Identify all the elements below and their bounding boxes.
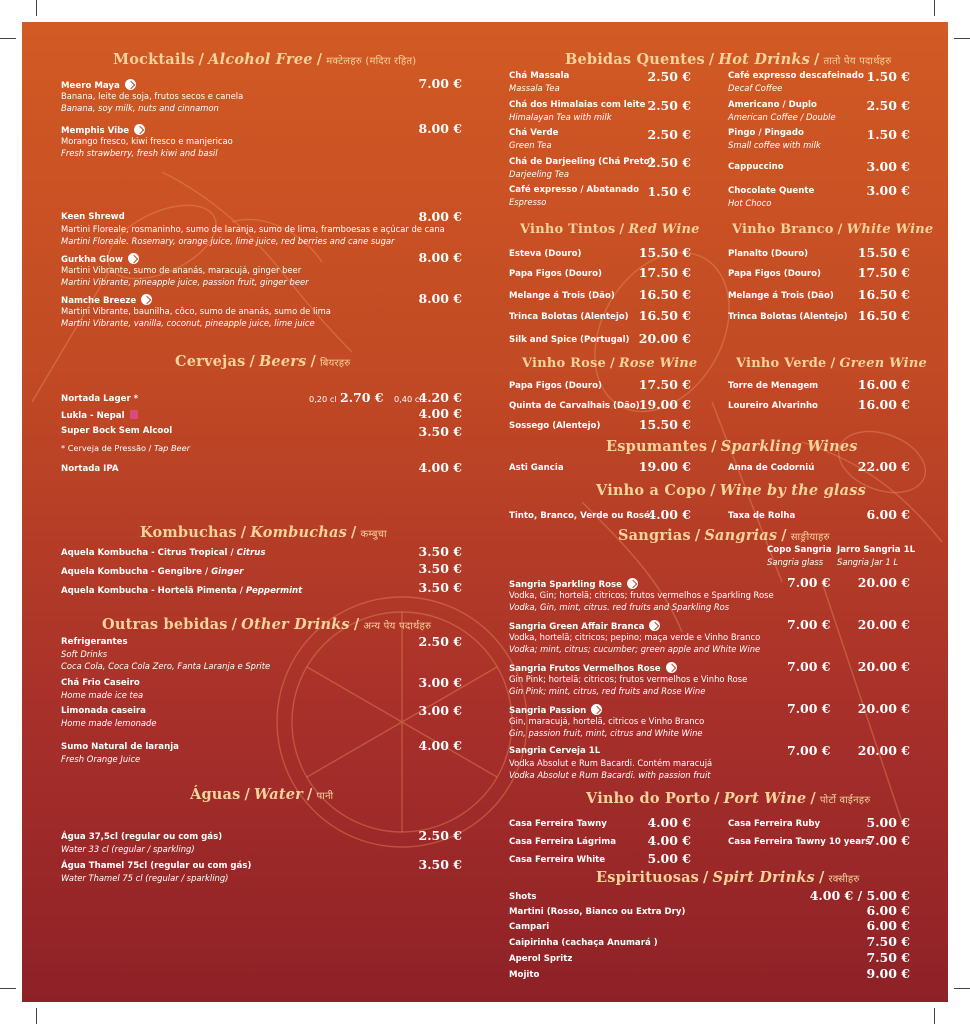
sangria-col-jar-en: Sangria Jar 1 L <box>837 557 899 567</box>
menu-item-price: 2.50 € <box>418 634 462 649</box>
menu-item-price: 7.50 € <box>866 950 910 965</box>
sangria-jar-price: 20.00 € <box>857 701 910 716</box>
sangria-glass-price: 7.00 € <box>787 575 831 590</box>
menu-item-price: 2.50 € <box>418 828 462 843</box>
menu-item-price: 4.00 € <box>418 738 462 753</box>
rose-wine-title: Vinho Rose <box>522 356 606 371</box>
sparkling-title-en: Sparkling Wines <box>720 438 858 455</box>
hot-drinks-title: Bebidas Quentes <box>565 51 705 68</box>
wine-glass-title-en: Wine by the glass <box>719 482 866 499</box>
menu-item-price: 5.00 € <box>866 815 910 830</box>
kombuchas-header: Kombuchas / Kombuchas / कम्बुचा <box>140 524 387 541</box>
crop-mark <box>0 38 16 39</box>
green-wine-header: Vinho Verde / Green Wine <box>736 356 927 371</box>
menu-item-desc-en: Water Thamel 75 cl (regular / sparkling) <box>61 873 229 883</box>
menu-item-price: 8.00 € <box>418 291 462 306</box>
sangria-jar-price: 20.00 € <box>857 659 910 674</box>
menu-item-name: Papa Figos (Douro) <box>509 381 602 391</box>
menu-item-desc-en: Martini Vibrante, pineapple juice, passion fruit, ginger beer <box>61 277 309 287</box>
vegan-leaf-icon <box>128 253 139 264</box>
vegan-leaf-icon <box>591 704 602 715</box>
white-wine-title-en: White Wine <box>846 222 934 237</box>
other-drinks-title-en: Other Drinks <box>241 616 350 633</box>
menu-item-name: Aperol Spritz <box>509 954 573 964</box>
beer-footnote: * Cerveja de Pressão / Tap Beer <box>61 443 190 453</box>
menu-item-name: Casa Ferreira Tawny <box>509 819 607 829</box>
menu-item-name: Planalto (Douro) <box>728 249 809 259</box>
beers-title-en: Beers <box>258 353 307 370</box>
green-wine-title: Vinho Verde <box>736 356 827 371</box>
menu-item-name: Americano / Duplo <box>728 100 817 110</box>
menu-item-name: Sossego (Alentejo) <box>509 421 601 431</box>
menu-item-desc-en: American Coffee / Double <box>728 112 836 122</box>
menu-item-desc: Gin, maracujá, hortelã, citricos e Vinho Branco <box>509 716 705 726</box>
sangria-glass-price: 7.00 € <box>787 701 831 716</box>
menu-item-name: Sangria Frutos Vermelhos Rose <box>509 662 677 674</box>
menu-item-desc: Vodka Absolut e Rum Bacardi. Contém maracujá <box>509 758 713 768</box>
white-wine-title: Vinho Branco <box>732 222 834 237</box>
sangrias-title: Sangrias <box>618 527 691 544</box>
sangria-jar-price: 20.00 € <box>857 617 910 632</box>
menu-item-name: Sumo Natural de laranja <box>61 742 179 752</box>
menu-item-price: 3.00 € <box>418 703 462 718</box>
menu-item-desc-en: Fresh Orange Juice <box>61 754 141 764</box>
menu-item-price: 6.00 € <box>866 918 910 933</box>
menu-item-desc-en: Martini Floreale. Rosemary, orange juice, lime juice, red berries and cane sugar <box>61 236 395 246</box>
menu-item-name: Chocolate Quente <box>728 186 815 196</box>
menu-item-desc-en: Green Tea <box>509 140 552 150</box>
menu-item-price: 3.00 € <box>418 675 462 690</box>
wine-glass-header: Vinho a Copo / Wine by the glass <box>596 482 866 499</box>
port-wine-title-ne: पोर्टो वाईनहरु <box>819 795 871 806</box>
menu-item-price: 4.00 € <box>647 833 691 848</box>
menu-item-name: Sangria Sparkling Rose <box>509 578 638 590</box>
menu-item-price: 2.50 € <box>647 127 691 142</box>
nepal-flag-icon <box>130 410 138 419</box>
menu-item-price: 16.50 € <box>638 287 691 302</box>
menu-item-name: Café expresso / Abatanado <box>509 185 639 195</box>
spirits-title-en: Spirt Drinks <box>712 869 815 886</box>
menu-item-name: Mojito <box>509 970 540 980</box>
menu-item-name: Lukla - Nepal <box>61 410 138 421</box>
menu-item-name: Aquela Kombucha - Hortelã Pimenta / Peppermint <box>61 586 303 596</box>
hot-drinks-header: Bebidas Quentes / Hot Drinks / तातो पेय पदार्थहरु <box>565 51 892 68</box>
kombuchas-title: Kombuchas <box>140 524 237 541</box>
menu-item-name: Melange á Trois (Dão) <box>728 291 834 301</box>
crop-mark <box>934 0 935 16</box>
menu-item-price: 19.00 € <box>638 459 691 474</box>
menu-item-desc-en: Home made lemonade <box>61 718 157 728</box>
menu-item-price: 3.50 € <box>418 857 462 872</box>
mocktails-title-en: Alcohol Free <box>208 51 313 68</box>
menu-item-desc: Gin Pink; hortelã; citricos; frutos vermelhos e Vinho Rose <box>509 674 748 684</box>
menu-item-desc-en: Massala Tea <box>509 83 560 93</box>
sangria-col-glass: Copo Sangria <box>767 545 832 555</box>
vegan-leaf-icon <box>666 662 677 673</box>
port-wine-title: Vinho do Porto <box>586 790 711 807</box>
menu-item-price: 1.50 € <box>866 69 910 84</box>
menu-item-price: 19.00 € <box>638 397 691 412</box>
menu-item-desc: Banana, leite de soja, frutos secos e canela <box>61 91 244 101</box>
menu-item-name: Chá Frio Caseiro <box>61 678 140 688</box>
menu-item-name: Limonada caseira <box>61 706 146 716</box>
beers-header: Cervejas / Beers / बियरहरु <box>175 353 351 370</box>
menu-item-price: 17.50 € <box>857 265 910 280</box>
menu-item-desc-en: Vodka, Gin, mint, citrus. red fruits and Sparkling Ros <box>509 602 730 612</box>
hot-drinks-title-en: Hot Drinks <box>718 51 810 68</box>
mocktails-title-ne: मक्टेलहरु (मदिरा रहित) <box>326 56 417 67</box>
water-title-ne: पानी <box>316 791 334 802</box>
menu-item-price: 3.00 € <box>866 183 910 198</box>
red-wine-header: Vinho Tintos / Red Wine <box>520 222 700 237</box>
menu-item-name: Martini (Rosso, Bianco ou Extra Dry) <box>509 907 686 917</box>
menu-item-price: 8.00 € <box>418 250 462 265</box>
rose-wine-title-en: Rose Wine <box>618 356 698 371</box>
menu-item-desc-en: Small coffee with milk <box>728 140 821 150</box>
menu-item-price: 3.50 € <box>418 544 462 559</box>
menu-item-desc-en: Vodka; mint, citrus; cucumber; green apple and White Wine <box>509 644 761 654</box>
menu-item-desc: Vodka, hortelã; citricos; pepino; maça verde e Vinho Branco <box>509 632 761 642</box>
menu-item-name: Torre de Menagem <box>728 381 819 391</box>
menu-item-desc-en: Gin, passion fruit, mint, citrus and White Wine <box>509 728 703 738</box>
menu-item-desc-en: Water 33 cl (regular / sparkling) <box>61 844 195 854</box>
beer-size-small: 0,20 cl <box>309 394 337 404</box>
menu-item-name: Casa Ferreira Ruby <box>728 819 821 829</box>
hot-drinks-title-ne: तातो पेय पदार्थहरु <box>823 56 892 67</box>
menu-item-price: 16.50 € <box>857 287 910 302</box>
menu-item-desc-en: Martini Vibrante, vanilla, coconut, pineapple juice, lime juice <box>61 318 315 328</box>
menu-item-price: 17.50 € <box>638 377 691 392</box>
menu-item-desc-en: Soft Drinks <box>61 649 108 659</box>
menu-item-name: Gurkha Glow <box>61 253 139 265</box>
menu-item-name: Café expresso descafeinado <box>728 71 864 81</box>
menu-item-name: Refrigerantes <box>61 637 128 647</box>
kombuchas-title-en: Kombuchas <box>250 524 347 541</box>
menu-item-price: 4.00 € <box>418 460 462 475</box>
menu-item-name: Namche Breeze <box>61 294 152 306</box>
beers-title-ne: बियरहरु <box>319 358 351 369</box>
menu-item-price: 9.00 € <box>866 966 910 981</box>
menu-item-price: 15.50 € <box>638 417 691 432</box>
background-illustration <box>22 22 948 1002</box>
rose-wine-header: Vinho Rose / Rose Wine <box>522 356 698 371</box>
menu-item-name: Chá de Darjeeling (Chá Preto) <box>509 157 654 167</box>
menu-item-desc-en: Home made ice tea <box>61 690 144 700</box>
mocktails-header: Mocktails / Alcohol Free / मक्टेलहरु (मदिरा रहित) <box>113 51 417 68</box>
port-wine-title-en: Port Wine <box>723 790 807 807</box>
mocktails-title: Mocktails <box>113 51 195 68</box>
menu-item-desc: Morango fresco, kiwi fresco e manjericao <box>61 136 233 146</box>
menu-item-name: Sangria Green Affair Branca <box>509 620 660 632</box>
spirits-title: Espirituosas <box>596 869 700 886</box>
menu-item-desc-en: Fresh strawberry, fresh kiwi and basil <box>61 148 218 158</box>
menu-item-desc: Martini Vibrante, sumo de ananás, maracujá, ginger beer <box>61 265 302 275</box>
menu-item-price: 17.50 € <box>638 265 691 280</box>
menu-item-name: Sangria Cerveja 1L <box>509 746 601 756</box>
menu-item-name: Chá Massala <box>509 71 570 81</box>
menu-item-price: 16.00 € <box>857 397 910 412</box>
menu-item-price: 22.00 € <box>857 459 910 474</box>
menu-item-desc: Vodka, Gin; hortelã; citricos; frutos vermelhos e Sparkling Rose <box>509 590 774 600</box>
vegan-leaf-icon <box>649 620 660 631</box>
menu-item-name: Nortada Lager * <box>61 394 139 404</box>
menu-item-desc-en: Coca Cola, Coca Cola Zero, Fanta Laranja e Sprite <box>61 661 271 671</box>
sangria-jar-price: 20.00 € <box>857 575 910 590</box>
sparkling-title: Espumantes <box>606 438 708 455</box>
menu-item-name: Trinca Bolotas (Alentejo) <box>728 312 848 322</box>
sangria-col-glass-en: Sangria glass <box>767 557 824 567</box>
menu-item-desc: Martini Vibrante, baunilha, côco, sumo de ananás, sumo de lima <box>61 306 331 316</box>
menu-item-price: 8.00 € <box>418 121 462 136</box>
sangria-glass-price: 7.00 € <box>787 659 831 674</box>
menu-item-price: 16.50 € <box>857 308 910 323</box>
menu-item-desc-en: Banana, soy milk, nuts and cinnamon <box>61 103 219 113</box>
sangria-col-jar: Jarro Sangria 1L <box>837 545 916 555</box>
menu-item-price: 20.00 € <box>638 331 691 346</box>
water-header: Águas / Water / पानी <box>190 786 334 803</box>
menu-item-desc-en: Darjeeling Tea <box>509 169 569 179</box>
spirits-header: Espirituosas / Spirt Drinks / रक्सीहरु <box>596 869 860 886</box>
red-wine-title-en: Red Wine <box>628 222 700 237</box>
crop-mark <box>954 38 970 39</box>
vegan-leaf-icon <box>134 124 145 135</box>
menu-item-price: 3.50 € <box>418 580 462 595</box>
other-drinks-title-ne: अन्य पेय पदार्थहरु <box>363 621 432 632</box>
menu-item-name: Shots <box>509 892 537 902</box>
water-title-en: Water <box>254 786 303 803</box>
menu-item-name: Chá Verde <box>509 128 559 138</box>
spirits-title-ne: रक्सीहरु <box>828 874 860 885</box>
menu-item-price: 15.50 € <box>638 245 691 260</box>
menu-item-name: Sangria Passion <box>509 704 602 716</box>
menu-item-name: Chá dos Himalaias com leite <box>509 100 646 110</box>
beer-size-large: 0,40 cl <box>394 394 422 404</box>
menu-item-name: Super Bock Sem Alcool <box>61 426 173 436</box>
menu-item-price: 8.00 € <box>418 209 462 224</box>
menu-item-price: 1.50 € <box>647 184 691 199</box>
menu-item-name: Tinto, Branco, Verde ou Rosé <box>509 511 650 521</box>
menu-item-name: Melange á Trois (Dão) <box>509 291 615 301</box>
menu-item-name: Asti Gancia <box>509 463 564 473</box>
menu-item-price: 6.00 € <box>866 903 910 918</box>
menu-item-name: Memphis Vibe <box>61 124 145 136</box>
menu-item-price: 3.50 € <box>418 561 462 576</box>
menu-item-desc-en: Hot Choco <box>728 198 772 208</box>
menu-item-name: Quinta de Carvalhais (Dão) <box>509 401 640 411</box>
menu-item-name: Papa Figos (Douro) <box>509 269 602 279</box>
crop-mark <box>36 1008 37 1024</box>
crop-mark <box>36 0 37 16</box>
menu-item-name: Campari <box>509 922 550 932</box>
vegan-leaf-icon <box>627 578 638 589</box>
crop-mark <box>954 988 970 989</box>
menu-item-name: Aquela Kombucha - Citrus Tropical / Citrus <box>61 548 266 558</box>
sangria-jar-price: 20.00 € <box>857 743 910 758</box>
menu-item-name: Papa Figos (Douro) <box>728 269 821 279</box>
menu-item-price: 2.50 € <box>647 155 691 170</box>
menu-panel <box>22 22 948 1002</box>
menu-item-name: Meero Maya <box>61 79 136 91</box>
vegan-leaf-icon <box>125 79 136 90</box>
white-wine-header: Vinho Branco / White Wine <box>732 222 934 237</box>
beers-title: Cervejas <box>175 353 246 370</box>
red-wine-title: Vinho Tintos <box>520 222 616 237</box>
crop-mark <box>934 1008 935 1024</box>
menu-item-price: 2.50 € <box>647 98 691 113</box>
sparkling-header: Espumantes / Sparkling Wines <box>606 438 858 455</box>
menu-item-price: 3.00 € <box>866 159 910 174</box>
menu-item-name: Taxa de Rolha <box>728 511 796 521</box>
menu-item-price: 1.50 € <box>866 127 910 142</box>
menu-item-price: 15.50 € <box>857 245 910 260</box>
sangria-glass-price: 7.00 € <box>787 617 831 632</box>
vegan-leaf-icon <box>141 294 152 305</box>
port-wine-header: Vinho do Porto / Port Wine / पोर्टो वाईनहरु <box>586 790 871 807</box>
sangrias-header: Sangrias / Sangrias / साङ्रीयाहरु <box>618 527 830 544</box>
menu-item-name: Caipirinha (cachaça Anumará ) <box>509 938 658 948</box>
sangria-glass-price: 7.00 € <box>787 743 831 758</box>
menu-item-name: Água 37,5cl (regular ou com gás) <box>61 832 223 842</box>
menu-item-name: Casa Ferreira White <box>509 855 606 865</box>
menu-item-price: 6.00 € <box>866 507 910 522</box>
menu-item-desc-en: Espresso <box>509 197 547 207</box>
green-wine-title-en: Green Wine <box>839 356 927 371</box>
menu-item-name: Silk and Spice (Portugal) <box>509 335 630 345</box>
menu-item-price: 4.00 € / 5.00 € <box>809 888 910 903</box>
menu-item-desc-en: Decaf Coffee <box>728 83 783 93</box>
menu-item-name: Água Thamel 75cl (regular ou com gás) <box>61 861 252 871</box>
crop-mark <box>0 988 16 989</box>
menu-item-name: Pingo / Pingado <box>728 128 804 138</box>
sangrias-title-ne: साङ्रीयाहरु <box>790 532 830 543</box>
menu-item-price: 16.50 € <box>638 308 691 323</box>
menu-item-name: Casa Ferreira Tawny 10 years <box>728 837 871 847</box>
menu-item-name: Loureiro Alvarinho <box>728 401 818 411</box>
menu-item-price: 5.00 € <box>647 851 691 866</box>
menu-item-name: Keen Shrewd <box>61 212 125 222</box>
menu-item-price: 3.50 € <box>418 424 462 439</box>
menu-item-name: Casa Ferreira Lágrima <box>509 837 617 847</box>
menu-item-desc-en: Vodka Absolut e Rum Bacardi. with passion fruit <box>509 770 711 780</box>
kombuchas-title-ne: कम्बुचा <box>360 529 387 540</box>
menu-item-price: 16.00 € <box>857 377 910 392</box>
menu-item-price: 2.50 € <box>866 98 910 113</box>
menu-item-desc: Martini Floreale, rosmaninho, sumo de laranja, sumo de lima, framboesas e açúcar de cana <box>61 224 445 234</box>
beer-price-small: 2.70 € <box>340 390 384 405</box>
menu-item-desc-en: Himalayan Tea with milk <box>509 112 612 122</box>
water-title: Águas <box>190 786 241 803</box>
other-drinks-header: Outras bebidas / Other Drinks / अन्य पेय पदार्थहरु <box>102 616 432 633</box>
menu-item-name: Anna de Codorniú <box>728 463 815 473</box>
menu-item-price: 4.00 € <box>647 507 691 522</box>
sangrias-title-en: Sangrias <box>704 527 778 544</box>
menu-item-name: Aquela Kombucha - Gengibre / Ginger <box>61 567 244 577</box>
menu-item-price: 7.00 € <box>418 76 462 91</box>
menu-item-name: Esteva (Douro) <box>509 249 582 259</box>
menu-item-name: Cappuccino <box>728 162 784 172</box>
other-drinks-title: Outras bebidas <box>102 616 228 633</box>
menu-item-name: Trinca Bolotas (Alentejo) <box>509 312 629 322</box>
menu-item-name: Nortada IPA <box>61 464 119 474</box>
menu-item-price: 7.00 € <box>866 833 910 848</box>
menu-item-price: 2.50 € <box>647 69 691 84</box>
menu-item-price: 7.50 € <box>866 934 910 949</box>
wine-glass-title: Vinho a Copo <box>596 482 707 499</box>
menu-item-price: 4.00 € <box>418 406 462 421</box>
beer-price-large: 4.20 € <box>418 390 462 405</box>
menu-item-price: 4.00 € <box>647 815 691 830</box>
menu-item-desc-en: Gin Pink; mint, citrus, red fruits and Rose Wine <box>509 686 706 696</box>
